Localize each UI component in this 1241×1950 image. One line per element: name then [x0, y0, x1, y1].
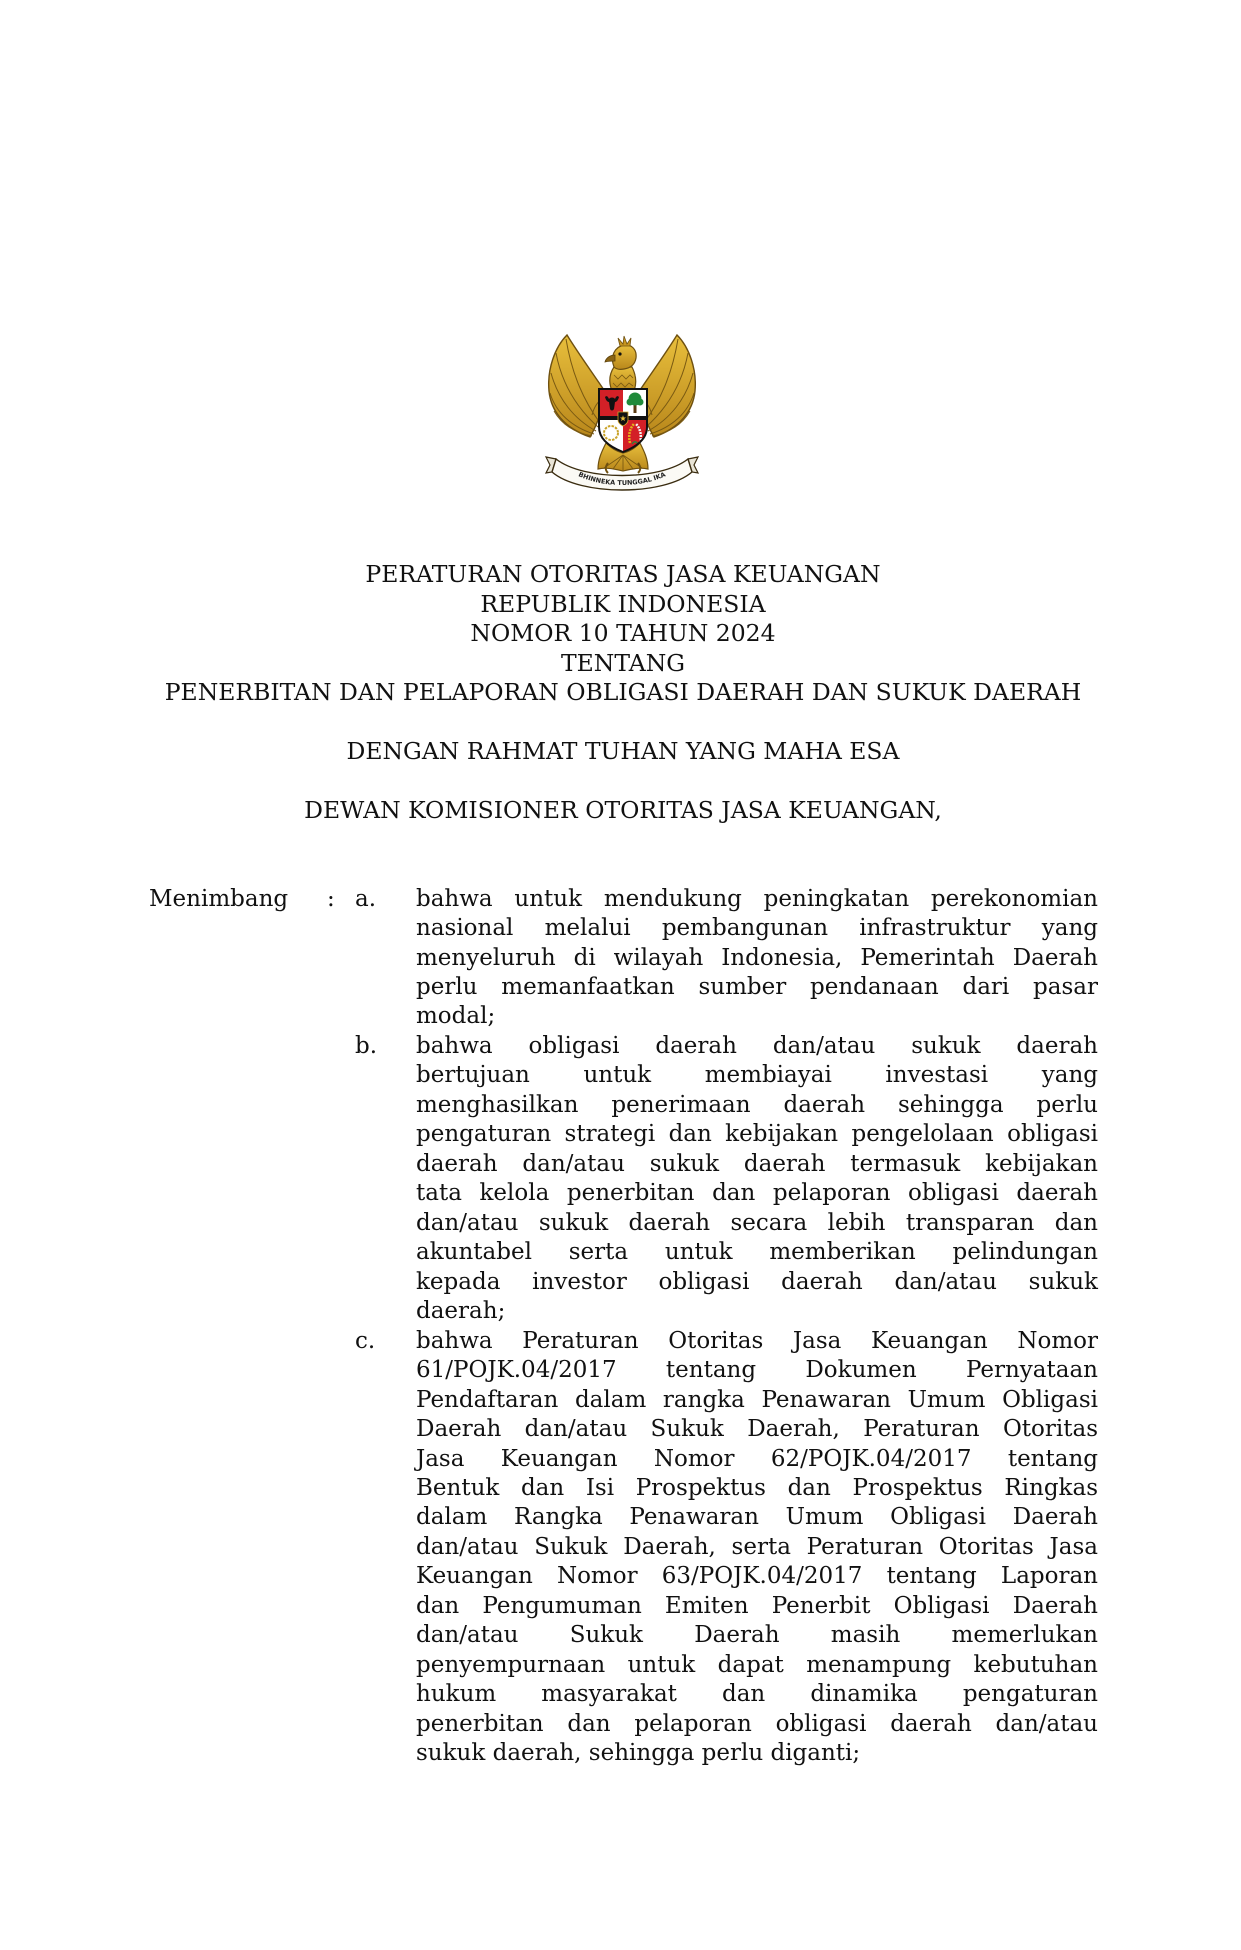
regulation-header — [5, 560, 1241, 825]
considering-item-b-line: dan/atau sukuk daerah secara lebih transparan dan — [416, 1209, 1098, 1236]
left-wing — [549, 335, 606, 437]
issuing-body: DEWAN KOMISIONER OTORITAS JASA KEUANGAN, — [304, 796, 942, 825]
considering-separator: : — [327, 885, 335, 912]
considering-item-text — [416, 1327, 1098, 1769]
garuda-head — [605, 336, 636, 391]
emblem-motto: BHINNEKA TUNGGAL IKA — [577, 470, 667, 488]
considering-item-b-line: daerah; — [416, 1298, 506, 1325]
considering-item-a-line: perlu memanfaatkan sumber pendanaan dari pasar — [416, 974, 1098, 1000]
considering-item-b-line: menghasilkan penerimaan daerah sehingga perlu — [416, 1091, 1098, 1118]
considering-item-c-line: Keuangan Nomor 63/POJK.04/2017 tentang Laporan — [416, 1563, 1098, 1590]
garuda-emblem — [544, 331, 700, 500]
considering-item-c-line: hukum masyarakat dan dinamika pengaturan — [416, 1681, 1098, 1708]
considering-item-c-line: dalam Rangka Penawaran Umum Obligasi Daerah — [416, 1504, 1098, 1531]
considering-item-marker: c. — [355, 1327, 376, 1354]
considering-item-c-line: dan/atau Sukuk Daerah, serta Peraturan Otoritas Jasa — [416, 1533, 1098, 1560]
considering-item-b-line: pengaturan strategi dan kebijakan pengelolaan obligasi — [416, 1121, 1098, 1148]
considering-item-a-line: nasional melalui pembangunan infrastruktur yang — [416, 915, 1098, 942]
considering-item-a — [355, 885, 1098, 1032]
regulation-number: NOMOR 10 TAHUN 2024 — [470, 619, 776, 648]
considering-item-text — [416, 885, 1098, 1032]
considering-item-b — [355, 1032, 1098, 1327]
considering-item-c-line: dan Pengumuman Emiten Penerbit Obligasi Daerah — [416, 1592, 1098, 1619]
considering-item-b-line: kepada investor obligasi daerah dan/atau sukuk — [416, 1268, 1098, 1295]
considering-item-c-line: Bentuk dan Isi Prospektus dan Prospektus Ringkas — [416, 1474, 1098, 1501]
considering-label: Menimbang — [149, 885, 289, 912]
considering-item-c-line: bahwa Peraturan Otoritas Jasa Keuangan Nomor — [416, 1327, 1098, 1354]
considering-item-b-line: tata kelola penerbitan dan pelaporan obligasi daerah — [416, 1180, 1098, 1207]
considering-item-c-line: penyempurnaan untuk dapat menampung kebutuhan — [416, 1651, 1098, 1678]
considering-section — [149, 885, 1098, 1769]
considering-item-b-line: bahwa obligasi daerah dan/atau sukuk daerah — [416, 1032, 1098, 1059]
considering-item-c — [355, 1327, 1098, 1769]
considering-item-c-line: Pendaftaran dalam rangka Penawaran Umum Obligasi — [416, 1386, 1098, 1413]
regulation-subject: PENERBITAN DAN PELAPORAN OBLIGASI DAERAH DAN SUKUK DAERAH — [164, 678, 1082, 707]
invocation: DENGAN RAHMAT TUHAN YANG MAHA ESA — [346, 737, 900, 766]
considering-item-b-line: bertujuan untuk membiayai investasi yang — [416, 1062, 1098, 1089]
considering-item-b-line: akuntabel serta untuk memberikan pelindungan — [416, 1239, 1098, 1266]
country: REPUBLIK INDONESIA — [480, 589, 766, 618]
regulation-type: PERATURAN OTORITAS JASA KEUANGAN — [365, 560, 881, 589]
considering-item-c-line: sukuk daerah, sehingga perlu diganti; — [416, 1740, 861, 1767]
considering-item-marker: a. — [355, 885, 377, 912]
considering-item-c-line: Daerah dan/atau Sukuk Daerah, Peraturan Otoritas — [416, 1416, 1098, 1443]
considering-item-text — [416, 1032, 1098, 1327]
about-label: TENTANG — [560, 648, 686, 677]
spacer — [5, 708, 1241, 737]
considering-item-c-line: penerbitan dan pelaporan obligasi daerah dan/atau — [416, 1710, 1098, 1737]
considering-item-b-line: daerah dan/atau sukuk daerah termasuk kebijakan — [416, 1150, 1098, 1177]
emblem-shield — [599, 389, 647, 453]
considering-item-c-line: 61/POJK.04/2017 tentang Dokumen Pernyataan — [416, 1357, 1098, 1384]
spacer — [5, 767, 1241, 796]
considering-item-c-line: Jasa Keuangan Nomor 62/POJK.04/2017 tentang — [416, 1445, 1098, 1472]
considering-item-a-line: bahwa untuk mendukung peningkatan perekonomian — [416, 885, 1098, 912]
considering-items — [355, 885, 1098, 1769]
considering-item-a-line: modal; — [416, 1003, 496, 1030]
considering-item-c-line: dan/atau Sukuk Daerah masih memerlukan — [416, 1622, 1098, 1649]
considering-item-marker: b. — [355, 1032, 378, 1059]
considering-item-a-line: menyeluruh di wilayah Indonesia, Pemerintah Daerah — [416, 944, 1098, 971]
